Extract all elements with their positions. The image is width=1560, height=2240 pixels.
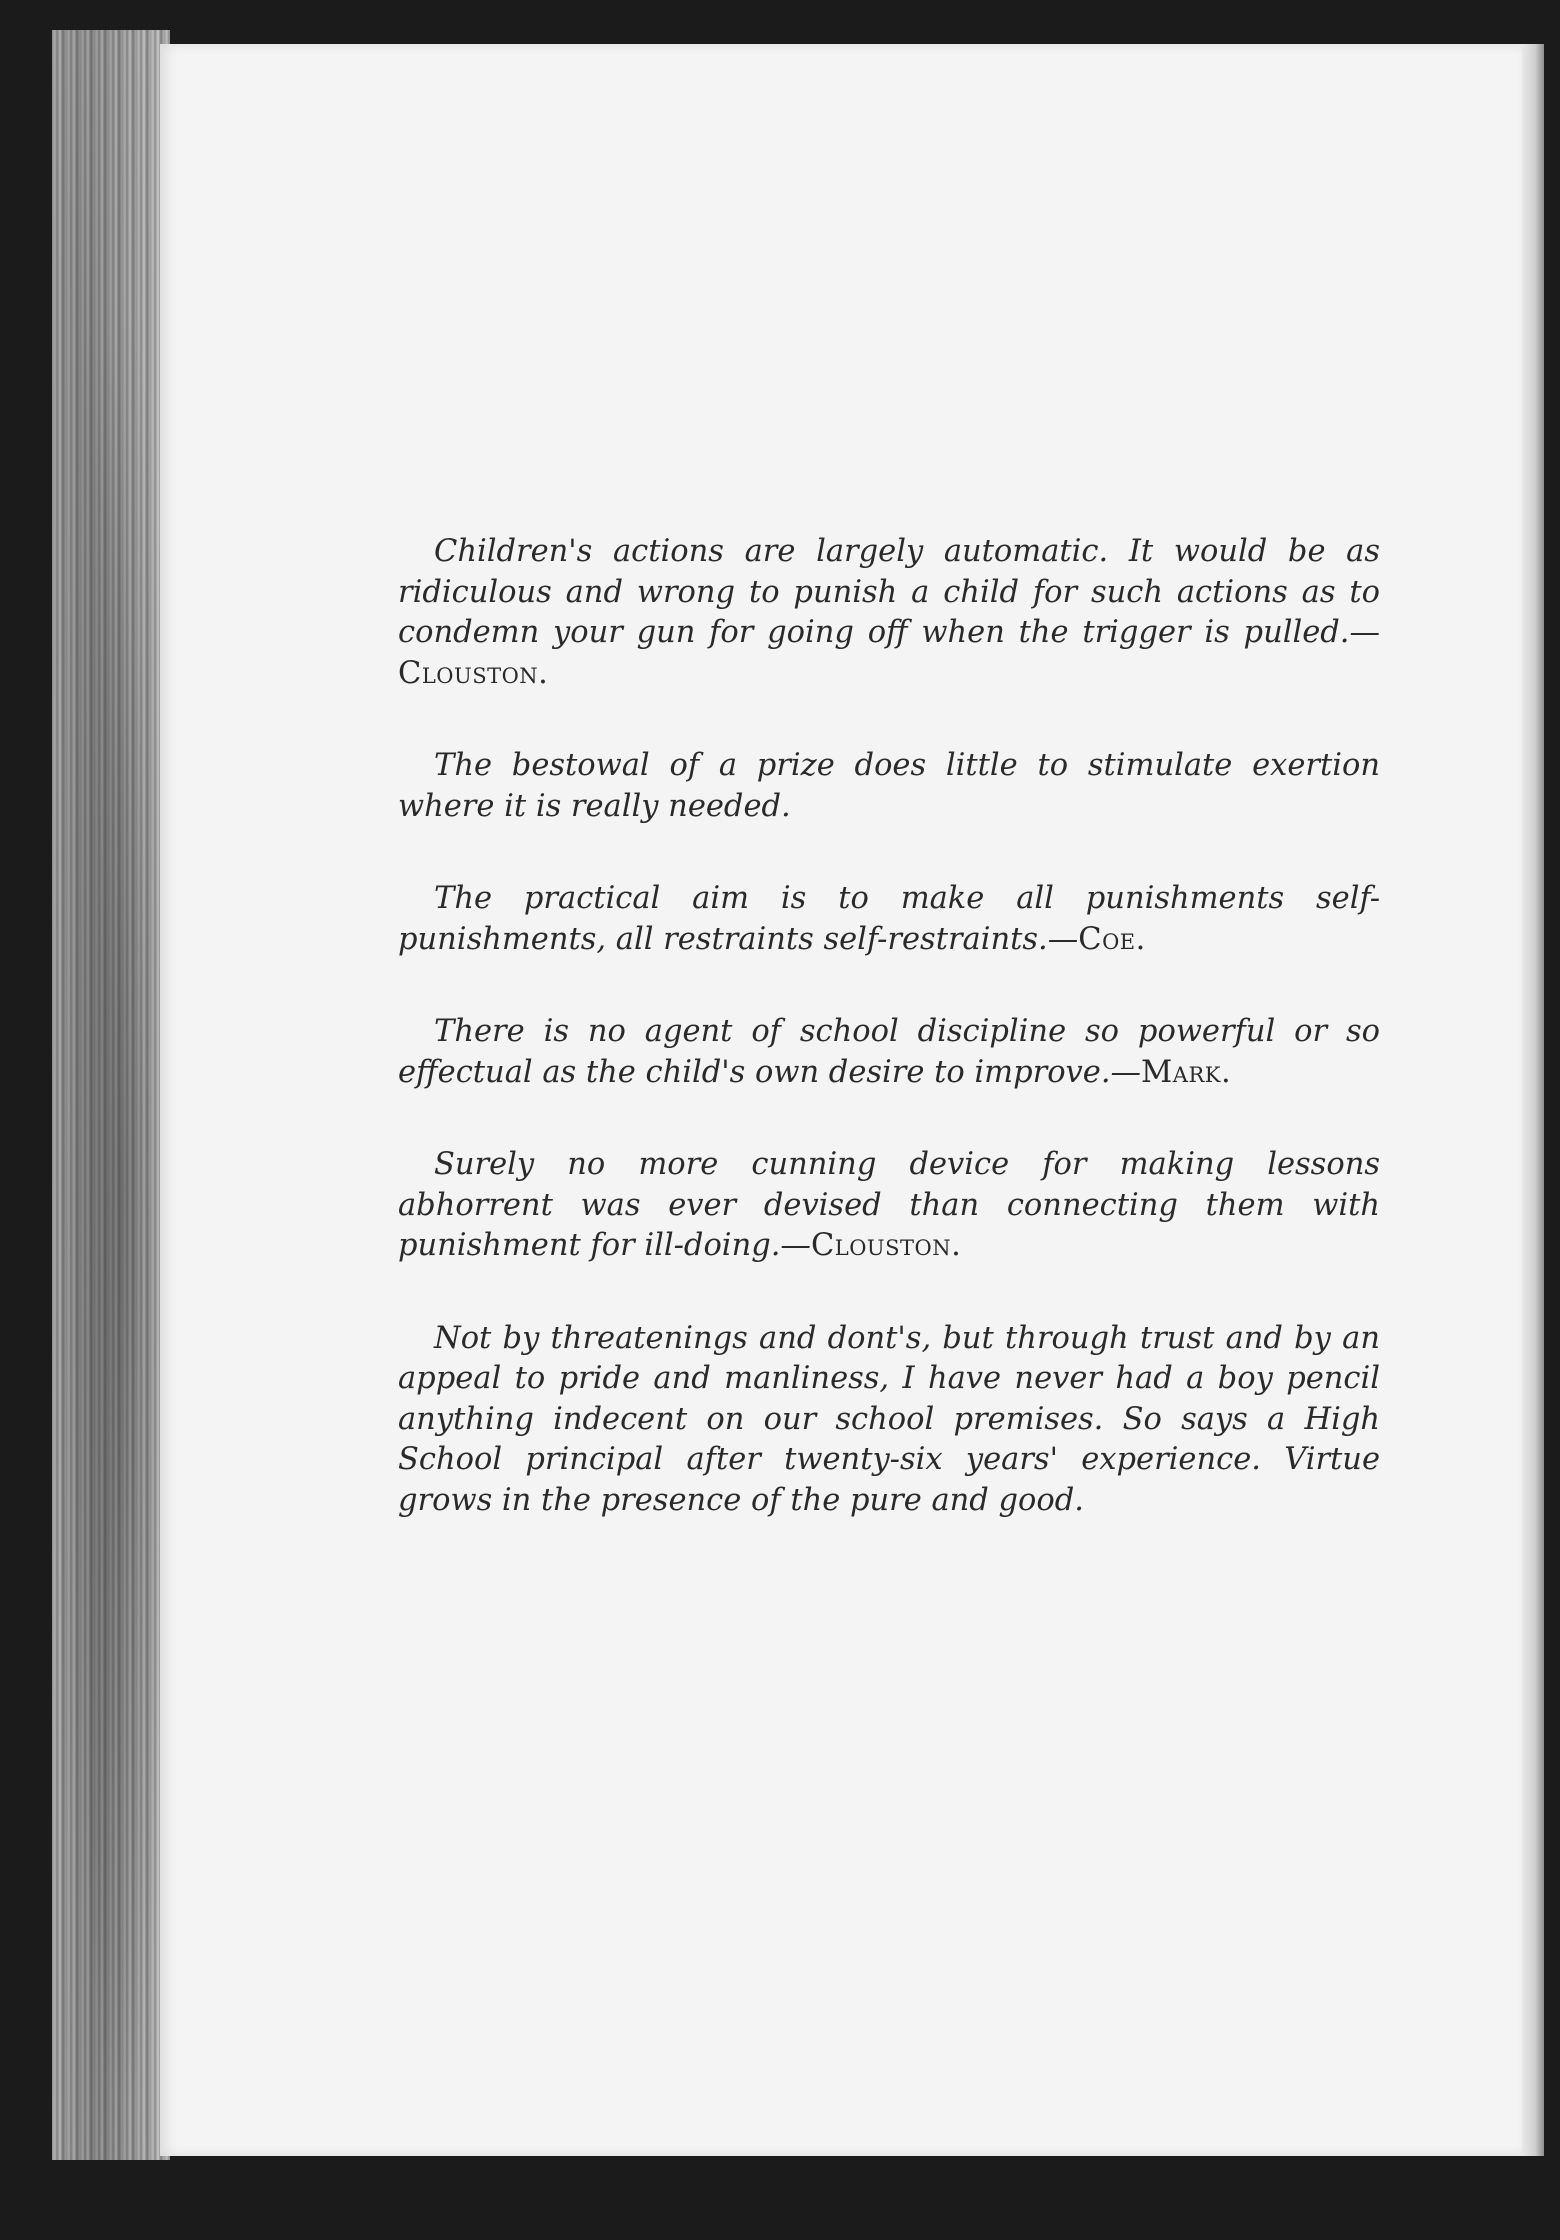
quote-text: Surely no more cunning device for making lessons abhorrent was ever devised than connecting them with punishment for ill-doing.— bbox=[398, 1147, 1380, 1263]
quote-text: There is no agent of school discipline so powerful or so effectual as the child's own desire to improve.— bbox=[398, 1014, 1380, 1090]
quote-text: Not by threatenings and dont's, but through trust and by an appeal to pride and manliness, I have never had a boy pencil anything indecent on our school premises. So says a High School principal after twenty-six years' experience. Virtue grows in the presence of the pure and good. bbox=[398, 1320, 1380, 1518]
page-stack-edge bbox=[52, 30, 170, 2160]
quote-paragraph bbox=[398, 879, 1380, 960]
quote-paragraph bbox=[398, 746, 1380, 827]
quote-text: The practical aim is to make all punishments self-punishments, all restraints self-restraints.— bbox=[398, 881, 1380, 957]
quote-paragraph bbox=[398, 532, 1380, 694]
quotes-block bbox=[398, 532, 1380, 1573]
facing-page-edge bbox=[1522, 44, 1544, 2156]
quote-paragraph bbox=[398, 1012, 1380, 1093]
quote-text: The bestowal of a prize does little to stimulate exertion where it is really needed. bbox=[398, 748, 1380, 824]
quote-text: Children's actions are largely automatic. It would be as ridiculous and wrong to punish a child for such actions as to condemn your gun for going off when the trigger is pulled.— bbox=[398, 534, 1380, 650]
quote-author: Clouston. bbox=[810, 1228, 962, 1263]
quote-author: Clouston. bbox=[398, 655, 549, 691]
quote-author: Coe. bbox=[1078, 921, 1146, 957]
quote-author: Mark. bbox=[1141, 1054, 1232, 1090]
quote-paragraph bbox=[398, 1145, 1380, 1267]
quote-paragraph bbox=[398, 1319, 1380, 1522]
